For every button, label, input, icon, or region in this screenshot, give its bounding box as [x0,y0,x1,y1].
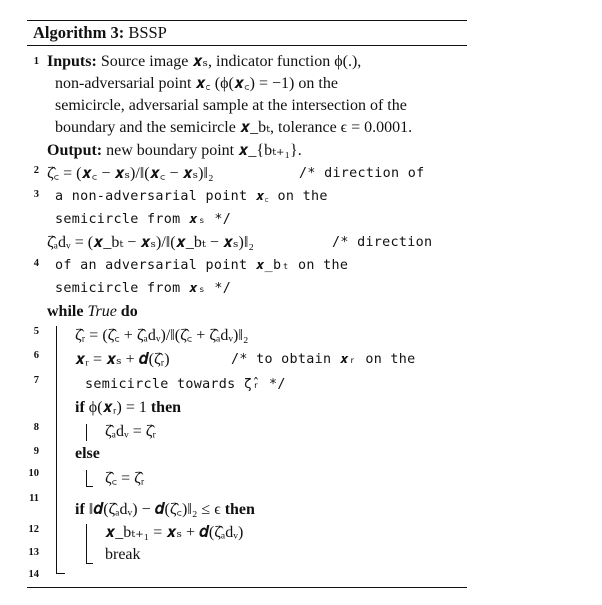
while-line [47,302,138,322]
algorithm-label: Algorithm 3: [33,23,125,42]
break-statement: break [105,546,141,563]
if-line [75,500,255,520]
line-number: 3 [33,189,39,200]
inputs-text: Source image 𝒙ₛ, indicator function ϕ(.), [100,53,362,70]
line-number: 1 [33,56,39,67]
while-block-bracket [56,326,57,574]
if-keyword: if [75,501,85,518]
inputs-line-cont: semicircle, adversarial sample at the intersection of the [55,97,407,114]
if-block-bracket [86,424,87,441]
x-bt1-formula: 𝒙_bₜ₊₁ = 𝒙ₛ + 𝒅(ζ̂ₐdᵥ) [105,524,244,541]
header-rule [27,45,467,46]
comment: semicircle towards ζ̂ᵣ */ [85,377,286,392]
line-number: 8 [33,422,39,433]
inputs-line-cont: boundary and the semicircle 𝒙_bₜ, tolerance ϵ = 0.0001. [55,119,413,136]
else-keyword: else [75,445,100,462]
inputs-keyword: Inputs: [47,53,97,70]
output-keyword: Output: [47,142,103,159]
comment: /* to obtain 𝒙ᵣ on the [231,352,416,367]
zeta-adv-formula: ζ̂ₐdᵥ = (𝒙_bₜ − 𝒙ₛ)/‖(𝒙_bₜ − 𝒙ₛ)‖₂ [47,234,254,251]
algorithm-box [27,20,467,589]
bottom-rule [27,587,467,588]
line-number: 4 [33,258,39,269]
comment: /* direction [332,235,433,250]
comment: a non-adversarial point 𝒙꜀ on the [55,189,328,204]
line-number: 7 [33,375,39,386]
if-keyword: if [75,399,85,416]
inputs-line [47,52,361,72]
while-condition: True [87,303,117,320]
assign-zeta-adv: ζ̂ₐdᵥ = ζ̂ᵣ [105,423,157,440]
algorithm-name: BSSP [128,23,167,42]
line-number: 14 [28,569,39,580]
line-number: 10 [28,468,39,479]
line-number: 11 [29,493,39,504]
comment: semicircle from 𝒙ₛ */ [55,281,232,296]
if-block-bracket-foot [86,563,93,564]
assign-zeta-c: ζ̂꜀ = ζ̂ᵣ [105,470,145,487]
do-keyword: do [120,303,138,320]
output-text: new boundary point 𝒙_{bₜ₊₁}. [106,142,302,159]
if-condition: ‖𝒅(ζ̂ₐdᵥ) − 𝒅(ζ̂꜀)‖₂ ≤ ϵ [88,501,221,518]
zeta-r-formula: ζ̂ᵣ = (ζ̂꜀ + ζ̂ₐdᵥ)/‖(ζ̂꜀ + ζ̂ₐdᵥ)‖₂ [75,327,249,344]
if-line [75,398,181,418]
if-condition: ϕ(𝒙ᵣ) = 1 [88,399,147,416]
line-number: 2 [33,165,39,176]
then-keyword: then [224,501,255,518]
line-number: 13 [28,547,39,558]
else-block-bracket [86,470,87,487]
if-block-bracket [86,524,87,563]
line-number: 9 [33,446,39,457]
algorithm-title [33,21,167,45]
zeta-c-formula: ζ̂꜀ = (𝒙꜀ − 𝒙ₛ)/‖(𝒙꜀ − 𝒙ₛ)‖₂ [47,165,214,182]
comment: of an adversarial point 𝒙_bₜ on the [55,258,349,273]
comment: semicircle from 𝒙ₛ */ [55,212,232,227]
line-number: 12 [28,524,39,535]
x-r-formula: 𝒙ᵣ = 𝒙ₛ + 𝒅(ζ̂ᵣ) [75,351,170,368]
inputs-line-cont: non-adversarial point 𝒙꜀ (ϕ(𝒙꜀) = −1) on the [55,75,338,92]
output-line [47,141,302,161]
line-number: 6 [33,350,39,361]
while-keyword: while [47,303,84,320]
comment: /* direction of [299,166,425,181]
else-block-bracket-foot [86,486,93,487]
then-keyword: then [150,399,182,416]
line-number: 5 [33,326,39,337]
while-block-bracket-foot [56,573,65,574]
